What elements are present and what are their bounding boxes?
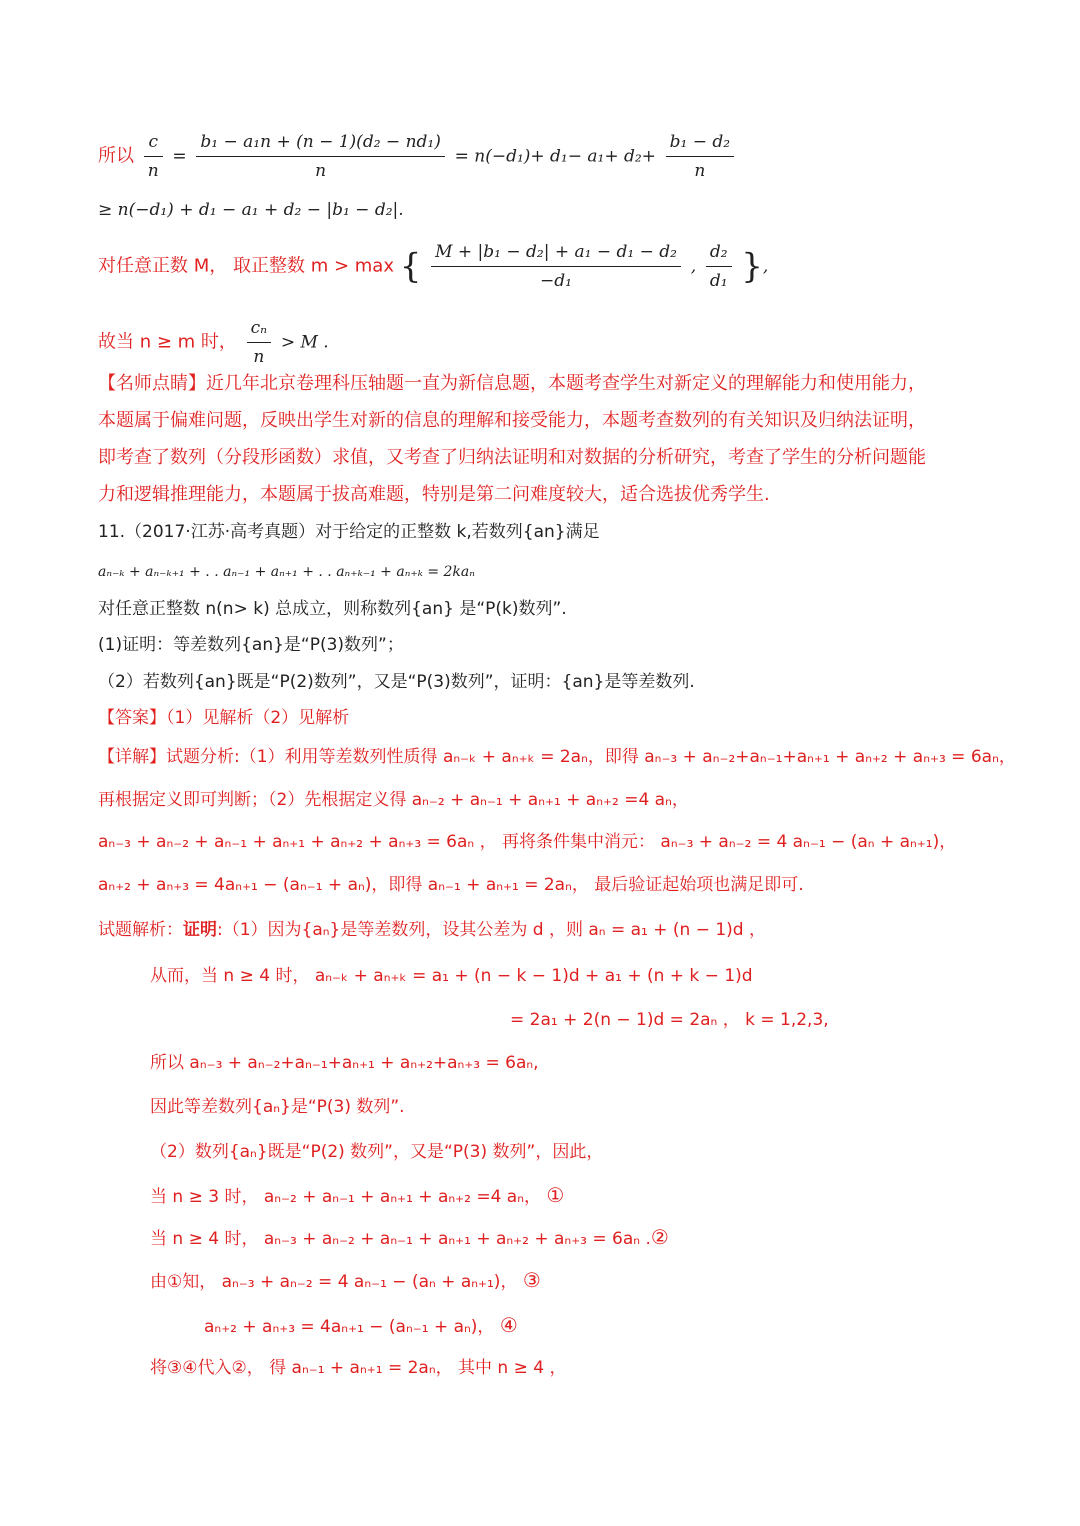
tip-line-4: 力和逻辑推理能力，本题属于拔高难题，特别是第二问难度较大，适合选拔优秀学生. bbox=[98, 484, 770, 505]
tip-line-1: 【名师点睛】近几年北京卷理科压轴题一直为新信息题，本题考查学生对新定义的理解能力和使用能力， bbox=[98, 373, 926, 394]
solution-line-9: 由①知， aₙ₋₃ + aₙ₋₂ = 4 aₙ₋₁ − (aₙ + aₙ₊₁)， ③ bbox=[150, 1268, 541, 1292]
question-11-part-1: (1)证明：等差数列{an}是“P(3)数列”； bbox=[98, 635, 404, 655]
cn-over-n-fraction-2: $\frac{\text{cₙ}}{n}$ bbox=[247, 316, 271, 369]
question-11-heading: 11.（2017·江苏·高考真题）对于给定的正整数 k,若数列{an}满足 bbox=[98, 522, 600, 542]
question-11-formula: aₙ₋ₖ + aₙ₋ₖ₊₁ + . . aₙ₋₁ + aₙ₊₁ + . . aₙ₊ₖ₋₁ + aₙ₊ₖ = 2kaₙ bbox=[98, 564, 475, 580]
detail-line-2: 再根据定义即可判断；（2）先根据定义得 aₙ₋₂ + aₙ₋₁ + aₙ₊₁ + aₙ₊₂ =4 aₙ， bbox=[98, 790, 689, 810]
tip-line-2: 本题属于偏难问题，反映出学生对新的信息的理解和接受能力，本题考查数列的有关知识及归纳法证明， bbox=[98, 410, 926, 431]
derivation-line-2: ≥ n(−d₁) + d₁ − a₁ + d₂ − |b₁ − d₂|. bbox=[98, 200, 404, 220]
answer-line: 【答案】（1）见解析（2）见解析 bbox=[98, 708, 350, 728]
solution-line-2: 从而，当 n ≥ 4 时， aₙ₋ₖ + aₙ₊ₖ = a₁ + (n − k − 1)d + a₁ + (n + k − 1)d bbox=[150, 966, 753, 986]
max-fraction-2: $\frac{\text{d₂}}{\text{d₁}}$ bbox=[706, 240, 732, 293]
so-label: 所以 bbox=[98, 145, 134, 167]
detail-line-4: aₙ₊₂ + aₙ₊₃ = 4aₙ₊₁ − (aₙ₋₁ + aₙ)，即得 aₙ₋₁ + aₙ₊₁ = 2aₙ， 最后验证起始项也满足即可. bbox=[98, 875, 804, 895]
solution-line-6: （2）数列{aₙ}既是“P(2) 数列”，又是“P(3) 数列”，因此， bbox=[150, 1142, 604, 1162]
derivation-line-3: 对任意正数 M， 取正整数 m > max { $\frac{\text{M + |b₁ − d₂| + a₁ − d₁ − d₂}}{\text{−d₁}}$ , $\frac{\text{d₂}}{\text{d₁}}$ }, bbox=[98, 242, 769, 291]
derivation-line-4: 故当 n ≥ m 时， $\frac{\text{cₙ}}{n}$ > M . bbox=[98, 318, 329, 367]
solution-line-3: = 2a₁ + 2(n − 1)d = 2aₙ ， k = 1,2,3, bbox=[510, 1010, 829, 1030]
solution-line-10: aₙ₊₂ + aₙ₊₃ = 4aₙ₊₁ − (aₙ₋₁ + aₙ)， ④ bbox=[204, 1313, 518, 1337]
solution-line-5: 因此等差数列{aₙ}是“P(3) 数列”. bbox=[150, 1097, 405, 1117]
circled-2-marker: ② bbox=[650, 1225, 669, 1249]
solution-line-1: 试题解析：证明:（1）因为{aₙ}是等差数列，设其公差为 d ，则 aₙ = a₁ + (n − 1)d ， bbox=[98, 920, 766, 940]
max-fraction-1: $\frac{\text{M + |b₁ − d₂| + a₁ − d₁ − d₂}}{\text{−d₁}}$ bbox=[431, 240, 681, 293]
detail-line-1: 【详解】试题分析:（1）利用等差数列性质得 aₙ₋ₖ + aₙ₊ₖ = 2aₙ，即得 aₙ₋₃ + aₙ₋₂+aₙ₋₁+aₙ₊₁ + aₙ₊₂ + aₙ₊₃ = 6aₙ， bbox=[98, 747, 1016, 767]
derivation-line-1: 所以 $\frac{c}{n}$ = $\frac{\text{b₁ − a₁n + (n − 1)(d₂ − nd₁)}}{n}$ = n(−d₁)+ d₁− a₁+ d₂+ $\frac{\text{b₁ − d₂}}{n}$ bbox=[98, 130, 738, 183]
remainder-fraction: $\frac{\text{b₁ − d₂}}{n}$ bbox=[666, 130, 734, 183]
solution-line-4: 所以 aₙ₋₃ + aₙ₋₂+aₙ₋₁+aₙ₊₁ + aₙ₊₂+aₙ₊₃ = 6aₙ, bbox=[150, 1053, 539, 1073]
solution-line-7: 当 n ≥ 3 时， aₙ₋₂ + aₙ₋₁ + aₙ₊₁ + aₙ₊₂ =4 aₙ， ① bbox=[150, 1183, 565, 1207]
detail-line-3: aₙ₋₃ + aₙ₋₂ + aₙ₋₁ + aₙ₊₁ + aₙ₊₂ + aₙ₊₃ = 6aₙ ， 再将条件集中消元： aₙ₋₃ + aₙ₋₂ = 4 aₙ₋₁ − (aₙ + aₙ₊₁)， bbox=[98, 832, 957, 852]
circled-1-marker: ① bbox=[546, 1183, 565, 1207]
for-any-m-label: 对任意正数 M， 取正整数 m > max bbox=[98, 255, 394, 277]
tip-line-3: 即考查了数列（分段形函数）求值，又考查了归纳法证明和对数据的分析研究，考查了学生的分析问题能 bbox=[98, 447, 926, 468]
question-11-condition: 对任意正整数 n(n> k) 总成立，则称数列{an} 是“P(k)数列”. bbox=[98, 599, 567, 619]
rhs-expression: = n(−d₁)+ d₁− a₁+ d₂+ bbox=[454, 146, 656, 167]
cn-over-n-fraction: $\frac{c}{n}$ bbox=[144, 130, 163, 183]
circled-4-marker: ④ bbox=[499, 1313, 518, 1337]
solution-line-8: 当 n ≥ 4 时， aₙ₋₃ + aₙ₋₂ + aₙ₋₁ + aₙ₊₁ + aₙ₊₂ + aₙ₊₃ = 6aₙ .② bbox=[150, 1225, 669, 1249]
circled-3-marker: ③ bbox=[522, 1268, 541, 1292]
expanded-fraction: $\frac{\text{b₁ − a₁n + (n − 1)(d₂ − nd₁)}}{n}$ bbox=[196, 130, 444, 183]
question-11-part-2: （2）若数列{an}既是“P(2)数列”，又是“P(3)数列”，证明：{an}是等差数列. bbox=[98, 672, 695, 692]
solution-line-11: 将③④代入②， 得 aₙ₋₁ + aₙ₊₁ = 2aₙ， 其中 n ≥ 4 ， bbox=[150, 1358, 567, 1378]
hence-label: 故当 n ≥ m 时， bbox=[98, 331, 237, 353]
